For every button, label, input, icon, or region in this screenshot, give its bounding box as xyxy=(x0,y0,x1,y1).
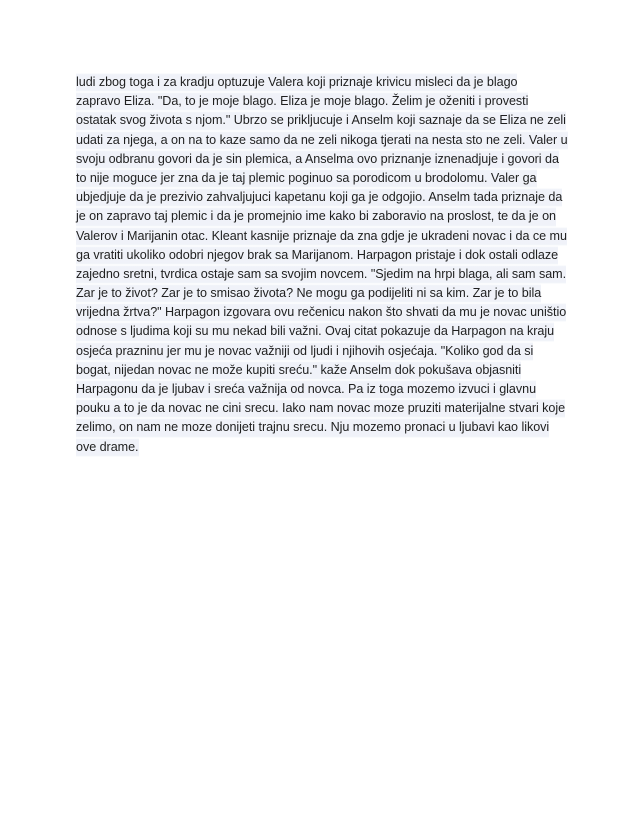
text-line: zajedno sretni, tvrdica ostaje sam sa svojim novcem. "Sjedim na hrpi blaga, ali sam sam. xyxy=(76,265,566,284)
text-line: odnose s ljudima koji su mu nekad bili važni. Ovaj citat pokazuje da Harpagon na kraju xyxy=(76,322,554,341)
text-line: ove drame. xyxy=(76,438,139,457)
text-line: pouku a to je da novac ne cini srecu. Iako nam novac moze pruziti materijalne stvari koje xyxy=(76,399,565,418)
text-line: udati za njega, a on na to kaze samo da ne zeli nikoga tjerati na nesta sto ne zeli. Valer u xyxy=(76,131,568,150)
text-line: ostatak svog života s njom." Ubrzo se prikljucuje i Anselm koji saznaje da se Eliza ne zeli xyxy=(76,111,566,130)
text-line: bogat, nijedan novac ne može kupiti sreću." kaže Anselm dok pokušava objasniti xyxy=(76,361,521,380)
text-line: osjeća prazninu jer mu je novac važniji od ljudi i njihovih osjećaja. "Koliko god da si xyxy=(76,342,533,361)
text-line: zapravo Eliza. "Da, to je moje blago. Eliza je moje blago. Želim je oženiti i provesti xyxy=(76,92,528,111)
text-line: Valerov i Marijanin otac. Kleant kasnije priznaje da zna gdje je ukradeni novac i da ce mu xyxy=(76,227,567,246)
text-line: to nije moguce jer zna da je taj plemic poginuo sa porodicom u brodolomu. Valer ga xyxy=(76,169,537,188)
text-line: vrijedna žrtva?" Harpagon izgovara ovu rečenicu nakon što shvati da mu je novac uništio xyxy=(76,303,566,322)
body-paragraph xyxy=(76,73,576,457)
text-line: je on zapravo taj plemic i da je promejnio ime kako bi zaboravio na proslost, te da je on xyxy=(76,207,556,226)
text-line: Harpagonu da je ljubav i sreća važnija od novca. Pa iz toga mozemo izvuci i glavnu xyxy=(76,380,536,399)
text-line: zelimo, on nam ne moze donijeti trajnu srecu. Nju mozemo pronaci u ljubavi kao likovi xyxy=(76,418,549,437)
text-line: svoju odbranu govori da je sin plemica, a Anselma ovo priznanje iznenadjuje i govori da xyxy=(76,150,559,169)
text-line: ga vratiti ukoliko odobri njegov brak sa Marijanom. Harpagon pristaje i dok ostali odlaze xyxy=(76,246,558,265)
text-line: ludi zbog toga i za kradju optuzuje Valera koji priznaje krivicu misleci da je blago xyxy=(76,73,517,92)
text-line: Zar je to život? Zar je to smisao života? Ne mogu ga podijeliti ni sa kim. Zar je to bila xyxy=(76,284,541,303)
text-line: ubjedjuje da je prezivio zahvaljujuci kapetanu koji ga je odgojio. Anselm tada priznaje da xyxy=(76,188,562,207)
